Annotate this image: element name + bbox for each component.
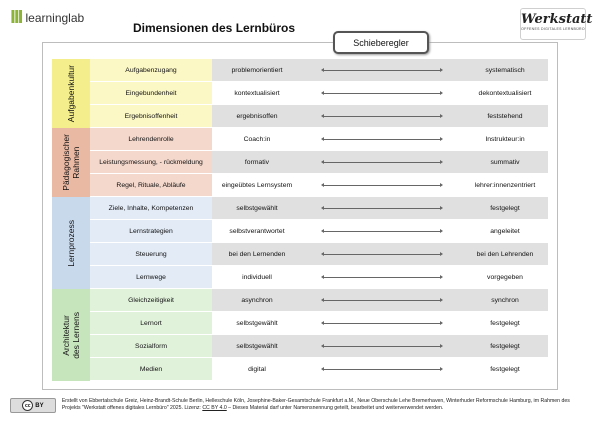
- slider-track[interactable]: [302, 266, 462, 288]
- double-arrow-icon: [323, 277, 441, 278]
- dimension-row: [90, 151, 548, 174]
- right-pole: festgelegt: [462, 358, 548, 380]
- dimension-name: Regel, Rituale, Abläufe: [90, 174, 212, 196]
- dimension-name: Steuerung: [90, 243, 212, 265]
- license-link[interactable]: CC BY 4.0: [202, 405, 227, 411]
- section-label: [52, 128, 90, 197]
- slider-track[interactable]: [302, 197, 462, 219]
- left-pole: selbstgewählt: [212, 335, 302, 357]
- dimension-name: Ergebnisoffenheit: [90, 105, 212, 127]
- double-arrow-icon: [323, 162, 441, 163]
- slider-track[interactable]: [302, 312, 462, 334]
- left-pole: digital: [212, 358, 302, 380]
- dimension-name: Sozialform: [90, 335, 212, 357]
- double-arrow-icon: [323, 231, 441, 232]
- left-pole: Coach:in: [212, 128, 302, 150]
- dimension-row: [90, 289, 548, 312]
- dimension-name: Lernstrategien: [90, 220, 212, 242]
- left-pole: selbstverantwortet: [212, 220, 302, 242]
- double-arrow-icon: [323, 185, 441, 186]
- right-pole: angeleitet: [462, 220, 548, 242]
- double-arrow-icon: [323, 208, 441, 209]
- dimension-row: [90, 197, 548, 220]
- learninglab-wordmark: learninglab: [25, 11, 85, 25]
- dimension-name: Leistungsmessung, - rückmeldung: [90, 151, 212, 173]
- right-pole: bei den Lehrenden: [462, 243, 548, 265]
- cc-by-label: BY: [35, 402, 44, 409]
- werkstatt-subline: OFFENES DIGITALES LERNBÜRO: [521, 27, 585, 31]
- double-arrow-icon: [323, 300, 441, 301]
- left-pole: bei den Lernenden: [212, 243, 302, 265]
- dimension-row: [90, 358, 548, 381]
- werkstatt-wordmark: Werkstatt: [521, 12, 593, 27]
- dimension-name: Gleichzeitigkeit: [90, 289, 212, 311]
- section-label-text: Aufgabenkultur: [66, 64, 76, 123]
- dimension-row: [90, 312, 548, 335]
- left-pole: formativ: [212, 151, 302, 173]
- double-arrow-icon: [323, 70, 441, 71]
- double-arrow-icon: [323, 116, 441, 117]
- dimension-row: [90, 335, 548, 358]
- right-pole: systematisch: [462, 59, 548, 81]
- right-pole: Instrukteur:in: [462, 128, 548, 150]
- section-label-text: Lernprozess: [66, 219, 76, 267]
- footer: [10, 398, 590, 413]
- section-label: [52, 289, 90, 381]
- dimension-name: Ziele, Inhalte, Kompetenzen: [90, 197, 212, 219]
- right-pole: dekontextualisiert: [462, 82, 548, 104]
- page-title: Dimensionen des Lernbüros: [133, 21, 296, 35]
- section-label-text: Pädagogischer Rahmen: [61, 134, 81, 191]
- werkstatt-logo: [520, 8, 593, 40]
- right-pole: festgelegt: [462, 197, 548, 219]
- left-pole: ergebnisoffen: [212, 105, 302, 127]
- slider-track[interactable]: [302, 220, 462, 242]
- learninglab-logo: [10, 8, 84, 28]
- footer-text-a: Erstellt von Ebbertalschule Greiz, Heinz-Brandt-Schule Berlin, Helleschule Köln, Josephine-Baker-Gesamtschule Frankfurt a.M., Neue Oberschule Lehe Bremerhaven, Winterhuder Reformschule Hamburg, im Rahmen des Projekts "Werkstatt offenes digitales Lernbüro" 2025. Lizenz:: [61, 398, 570, 411]
- dimensions-table: [52, 59, 548, 381]
- left-pole: selbstgewählt: [212, 197, 302, 219]
- dimension-name: Lernort: [90, 312, 212, 334]
- double-arrow-icon: [323, 346, 441, 347]
- dimension-row: [90, 59, 548, 82]
- dimension-row: [90, 128, 548, 151]
- double-arrow-icon: [323, 254, 441, 255]
- slider-track[interactable]: [302, 128, 462, 150]
- section-label: [52, 59, 90, 128]
- section-0: [52, 59, 548, 128]
- right-pole: festgelegt: [462, 312, 548, 334]
- dimension-name: Medien: [90, 358, 212, 380]
- left-pole: individuell: [212, 266, 302, 288]
- dimension-row: [90, 220, 548, 243]
- left-pole: kontextualisiert: [212, 82, 302, 104]
- section-3: [52, 289, 548, 381]
- slider-track[interactable]: [302, 59, 462, 81]
- slider-track[interactable]: [302, 151, 462, 173]
- section-label-text: Architektur des Lernens: [61, 311, 81, 359]
- cc-icon: cc: [22, 400, 33, 411]
- dimension-row: [90, 243, 548, 266]
- cc-by-license-badge: [10, 398, 56, 413]
- footer-credit-text: [62, 398, 590, 412]
- slider-track[interactable]: [302, 105, 462, 127]
- learninglab-mark-icon: lll: [10, 8, 22, 28]
- dimension-name: Eingebundenheit: [90, 82, 212, 104]
- slider-track[interactable]: [302, 289, 462, 311]
- slider-track[interactable]: [302, 358, 462, 380]
- slider-track[interactable]: [302, 335, 462, 357]
- footer-text-b: – Dieses Material darf unter Namensnennung geteilt, bearbeitet und weiterverwendet werden.: [226, 405, 444, 411]
- dimension-row: [90, 266, 548, 289]
- right-pole: synchron: [462, 289, 548, 311]
- left-pole: eingeübtes Lernsystem: [212, 174, 302, 196]
- section-label: [52, 197, 90, 289]
- double-arrow-icon: [323, 369, 441, 370]
- double-arrow-icon: [323, 139, 441, 140]
- section-2: [52, 197, 548, 289]
- double-arrow-icon: [323, 323, 441, 324]
- right-pole: festgelegt: [462, 335, 548, 357]
- right-pole: feststehend: [462, 105, 548, 127]
- double-arrow-icon: [323, 93, 441, 94]
- section-1: [52, 128, 548, 197]
- dimension-name: Lernwege: [90, 266, 212, 288]
- dimension-row: [90, 82, 548, 105]
- left-pole: asynchron: [212, 289, 302, 311]
- schieberegler-button[interactable]: Schieberegler: [333, 31, 429, 54]
- slider-track[interactable]: [302, 174, 462, 196]
- left-pole: problemorientiert: [212, 59, 302, 81]
- dimension-name: Lehrendenrolle: [90, 128, 212, 150]
- dimension-name: Aufgabenzugang: [90, 59, 212, 81]
- dimension-row: [90, 174, 548, 197]
- right-pole: vorgegeben: [462, 266, 548, 288]
- dimension-row: [90, 105, 548, 128]
- slider-track[interactable]: [302, 82, 462, 104]
- right-pole: lehrer:innenzentriert: [462, 174, 548, 196]
- right-pole: summativ: [462, 151, 548, 173]
- slider-track[interactable]: [302, 243, 462, 265]
- left-pole: selbstgewählt: [212, 312, 302, 334]
